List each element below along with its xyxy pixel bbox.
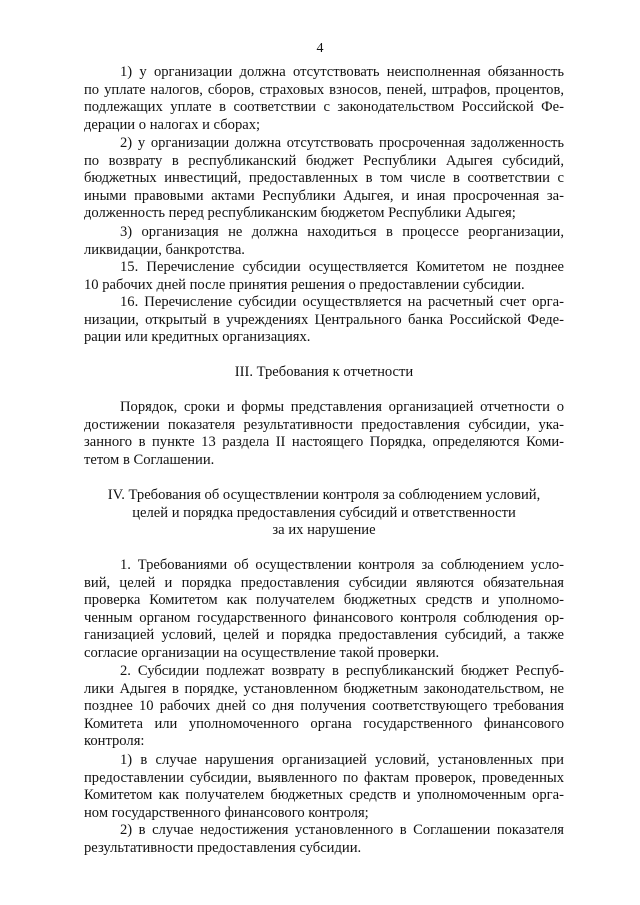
text-line: Порядок, сроки и формы представления организацией отчетности о [120,399,564,415]
text-line: 2) у организации должна отсутствовать просроченная задолженность [120,135,564,151]
text-line: ченным органом государственного финансового контроля соблюдения ор- [84,609,564,626]
text-line: рации или кредитных организациях. [84,329,311,346]
text-line: по возврату в республиканский бюджет Республики Адыгея субсидий, [84,152,564,169]
section-4-paragraph-2 [84,663,564,751]
text-line: результативности предоставления субсидии. [84,839,362,856]
text-line: подлежащих уплате в соответствии с законодательством Российской Фе- [84,99,564,116]
text-line: достижении показателя результативности предоставления субсидии, ука- [84,416,564,433]
heading-line: за их нарушение [272,522,376,539]
paragraph-16 [84,294,564,347]
text-line: 1. Требованиями об осуществлении контроля за соблюдением усло- [120,557,564,573]
text-line: ганизацией условий, целей и порядка предоставления субсидий, а также [84,627,564,644]
heading-line: целей и порядка предоставления субсидий и ответственности [132,504,516,521]
text-line: лики Адыгея в порядке, установленном бюджетным законодательством, не [84,680,564,697]
text-line: низации, открытый в учреждениях Центрального банка Российской Феде- [84,311,564,328]
text-line: бюджетных инвестиций, предоставленных в том числе в соответствии с [84,170,564,187]
text-line: 15. Перечисление субсидии осуществляется Комитетом не позднее [120,259,564,275]
text-line: 16. Перечисление субсидии осуществляется на расчетный счет орга- [120,294,564,310]
text-line: занного в пункте 13 раздела II настоящего Порядка, определяются Коми- [84,434,564,451]
paragraph-tax-obligation [84,64,564,134]
text-line: позднее 10 рабочих дней со дня получения соответствующего требования [84,698,564,715]
section-4-paragraph-1 [84,557,564,663]
text-line: согласие организации на осуществление такой проверки. [84,644,440,661]
paragraph-15 [84,259,564,294]
text-line: 1) у организации должна отсутствовать неисполненная обязанность [120,64,564,80]
text-line: вий, целей и порядка предоставления субсидии являются обязательная [84,574,564,591]
text-line: 1) в случае нарушения организацией условий, установленных при [120,752,564,768]
text-line: ликвидации, банкротства. [84,241,245,258]
paragraph-reorganization [84,224,564,259]
text-line: 3) организация не должна находиться в процессе реорганизации, [120,224,564,240]
text-line: 2. Субсидии подлежат возврату в республиканский бюджет Респуб- [120,663,564,679]
section-4-item-1 [84,752,564,822]
text-line: контроля: [84,733,145,750]
text-line: 2) в случае недостижения установленного в Соглашении показателя [120,822,564,838]
text-line: долженность перед республиканским бюджетом Республики Адыгея; [84,205,516,222]
text-line: тетом в Соглашении. [84,451,215,468]
section-3-paragraph [84,399,564,469]
text-line: ном государственного финансового контроля; [84,804,369,821]
text-line: 10 рабочих дней после принятия решения о предоставлении субсидии. [84,276,525,293]
paragraph-overdue-debt [84,135,564,223]
heading-line: IV. Требования об осуществлении контроля за соблюдением условий, [107,487,541,503]
section-4-heading [84,487,564,540]
text-line: Комитета или уполномоченного органа государственного финансового [84,715,564,732]
text-line: по уплате налогов, сборов, страховых взносов, пеней, штрафов, процентов, [84,81,564,98]
section-4-item-2 [84,822,564,857]
section-3-heading: III. Требования к отчетности [234,364,414,380]
text-line: Комитетом как получателем бюджетных средств и уполномоченным орга- [84,787,564,804]
text-line: иными правовыми актами Республики Адыгея, и иная просроченная за- [84,187,564,204]
page-number: 4 [316,41,324,56]
text-line: дерации о налогах и сборах; [84,116,261,133]
text-line: предоставлении субсидии, выявленного по фактам проверок, проведенных [84,769,564,786]
text-line: проверка Комитетом как получателем бюджетных средств и уполномо- [84,592,564,609]
